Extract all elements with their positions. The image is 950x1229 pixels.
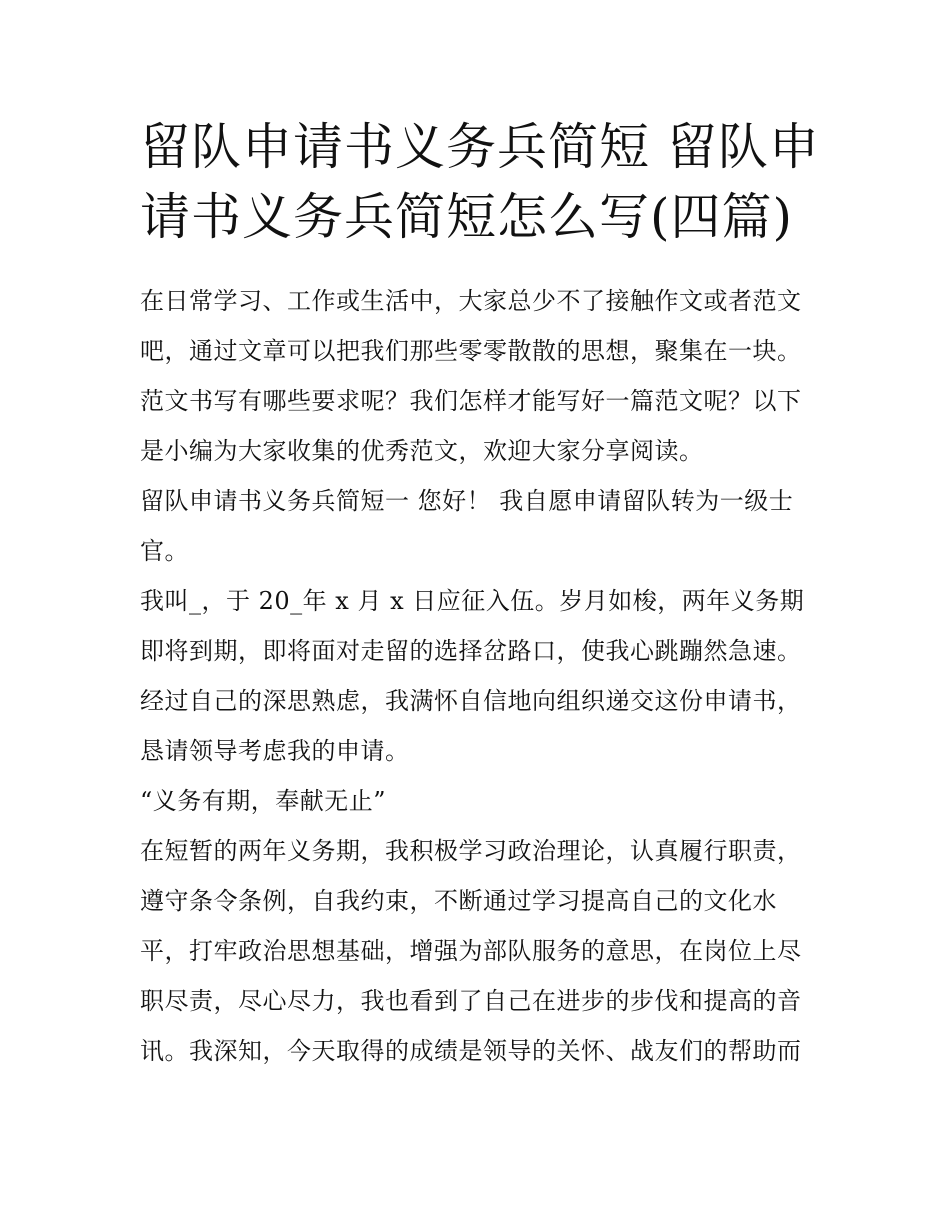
document-body (140, 276, 820, 1076)
body-line: 在短暂的两年义务期，我积极学习政治理论，认真履行职责， (140, 837, 802, 865)
title-line: 留队申请书义务兵简短 留队申 (140, 118, 820, 176)
body-line: 是小编为大家收集的优秀范文，欢迎大家分享阅读。 (140, 437, 704, 465)
body-line: “义务有期，奉献无止” (140, 787, 387, 815)
body-line: 职尽责，尽心尽力，我也看到了自己在进步的步伐和提高的音 (140, 987, 802, 1015)
body-line: 平，打牢政治思想基础，增强为部队服务的意思，在岗位上尽 (140, 937, 802, 965)
body-line: 范文书写有哪些要求呢？我们怎样才能写好一篇范文呢？以下 (140, 387, 802, 415)
body-line: 吧，通过文章可以把我们那些零零散散的思想，聚集在一块。 (140, 337, 802, 365)
body-line: 即将到期，即将面对走留的选择岔路口，使我心跳蹦然急速。 (140, 637, 802, 665)
body-line: 我叫_，于 20_年 x 月 x 日应征入伍。岁月如梭，两年义务期 (140, 587, 805, 615)
body-line: 恳请领导考虑我的申请。 (140, 737, 410, 765)
body-line: 遵守条令条例，自我约束，不断通过学习提高自己的文化水 (140, 887, 777, 915)
title-line: 请书义务兵简短怎么写(四篇) (140, 188, 794, 246)
body-line: 讯。我深知，今天取得的成绩是领导的关怀、战友们的帮助而 (140, 1037, 802, 1065)
body-line: 留队申请书义务兵简短一 您好！ 我自愿申请留队转为一级士 (140, 487, 794, 515)
body-line: 在日常学习、工作或生活中，大家总少不了接触作文或者范文 (140, 287, 802, 315)
body-line: 官。 (140, 537, 189, 565)
document-title (140, 112, 820, 252)
body-line: 经过自己的深思熟虑，我满怀自信地向组织递交这份申请书， (140, 687, 802, 715)
